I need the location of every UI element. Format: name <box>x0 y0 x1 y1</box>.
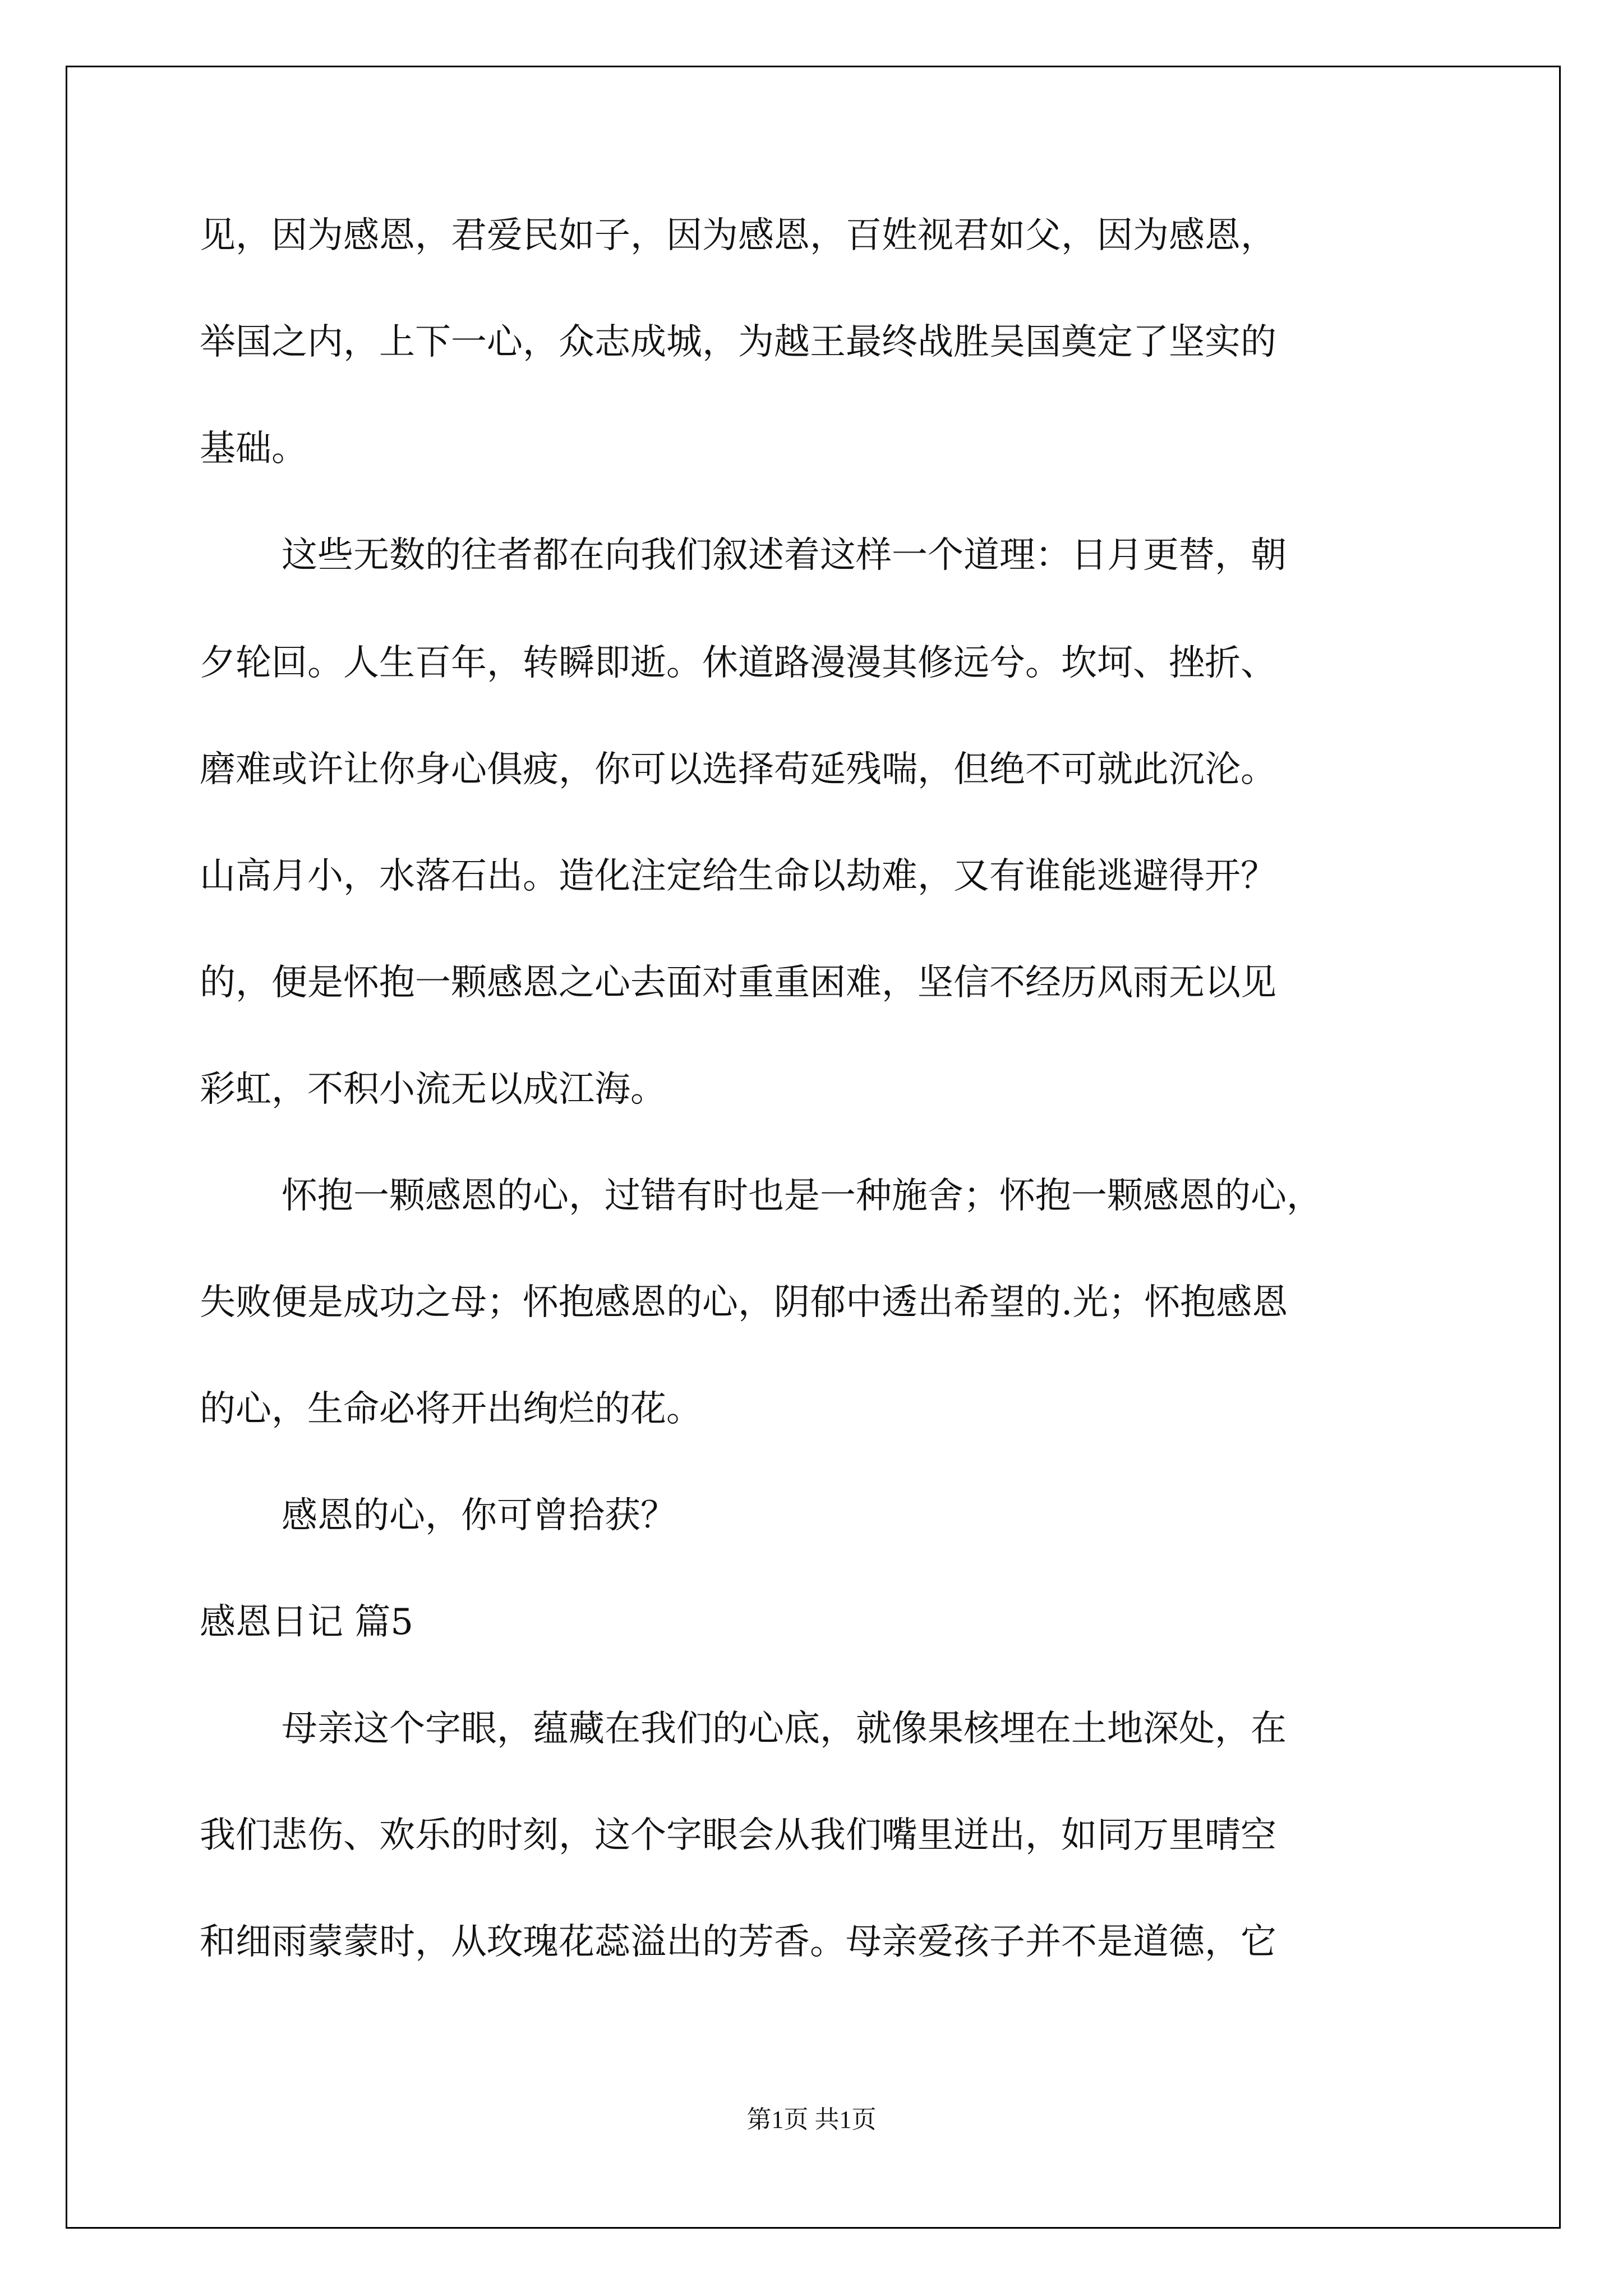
text-line: 我们悲伤、欢乐的时刻，这个字眼会从我们嘴里迸出，如同万里晴空 <box>200 1815 1276 1856</box>
text-line: 的，便是怀抱一颗感恩之心去面对重重困难，坚信不经历风雨无以见 <box>200 962 1276 1004</box>
section-heading: 感恩日记 篇5 <box>200 1602 414 1643</box>
text-line: 失败便是成功之母；怀抱感恩的心，阴郁中透出希望的.光；怀抱感恩 <box>200 1282 1288 1323</box>
text-line: 和细雨蒙蒙时，从玫瑰花蕊溢出的芳香。母亲爱孩子并不是道德，它 <box>200 1921 1276 1963</box>
paragraph-first-line: 感恩的心，你可曾拾获？ <box>282 1495 676 1536</box>
text-line: 见，因为感恩，君爱民如子，因为感恩，百姓视君如父，因为感恩， <box>200 215 1276 256</box>
text-line: 夕轮回。人生百年，转瞬即逝。休道路漫漫其修远兮。坎坷、挫折、 <box>200 642 1276 684</box>
text-line: 的心，生命必将开出绚烂的花。 <box>200 1388 702 1430</box>
text-line: 基础。 <box>200 428 307 470</box>
text-line: 举国之内，上下一心，众志成城，为越王最终战胜吴国奠定了坚实的 <box>200 321 1276 363</box>
paragraph-first-line: 这些无数的往者都在向我们叙述着这样一个道理：日月更替，朝 <box>282 535 1287 576</box>
page-border <box>66 66 1561 2229</box>
paragraph-first-line: 怀抱一颗感恩的心，过错有时也是一种施舍；怀抱一颗感恩的心， <box>282 1175 1322 1217</box>
text-line: 磨难或许让你身心俱疲，你可以选择苟延残喘，但绝不可就此沉沦。 <box>200 749 1276 790</box>
paragraph-first-line: 母亲这个字眼，蕴藏在我们的心底，就像果核埋在土地深处，在 <box>282 1708 1287 1750</box>
page-footer: 第1页 共1页 <box>746 2106 877 2133</box>
text-line: 山高月小，水落石出。造化注定给生命以劫难，又有谁能逃避得开？ <box>200 855 1276 897</box>
text-line: 彩虹，不积小流无以成江海。 <box>200 1069 666 1110</box>
